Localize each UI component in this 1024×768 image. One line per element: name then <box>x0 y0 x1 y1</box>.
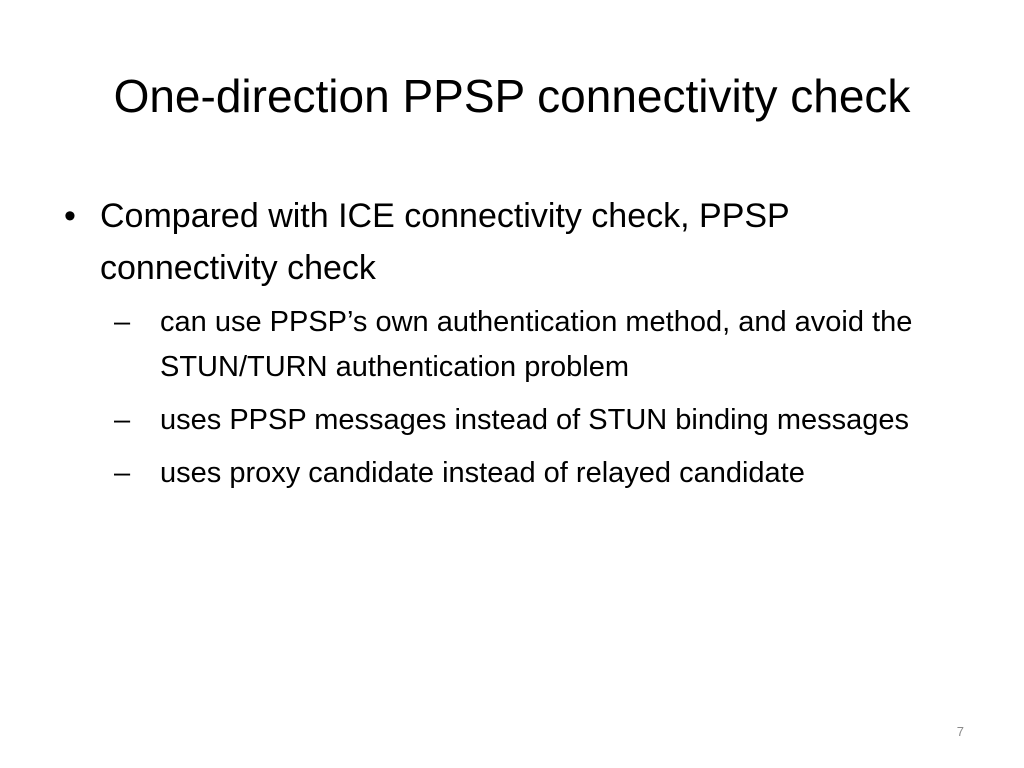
page-number: 7 <box>956 724 964 739</box>
sub-bullet-item <box>114 300 958 390</box>
sub-bullet-text: uses PPSP messages instead of STUN binding messages <box>160 404 910 436</box>
bullet-list <box>58 190 958 504</box>
sub-bullet-marker: – <box>114 457 131 489</box>
sub-bullet-list <box>100 300 958 496</box>
slide-title: One-direction PPSP connectivity check <box>113 70 911 122</box>
bullet-text: Compared with ICE connectivity check, PPSP connectivity check <box>100 197 790 287</box>
sub-bullet-item <box>114 398 958 443</box>
sub-bullet-marker: – <box>114 306 131 338</box>
sub-bullet-text: can use PPSP’s own authentication method, and avoid the STUN/TURN authentication problem <box>160 306 913 383</box>
bullet-marker: • <box>64 197 76 235</box>
sub-bullet-text: uses proxy candidate instead of relayed candidate <box>160 457 805 489</box>
bullet-item <box>58 190 958 496</box>
sub-bullet-item <box>114 451 958 496</box>
sub-bullet-marker: – <box>114 404 131 436</box>
